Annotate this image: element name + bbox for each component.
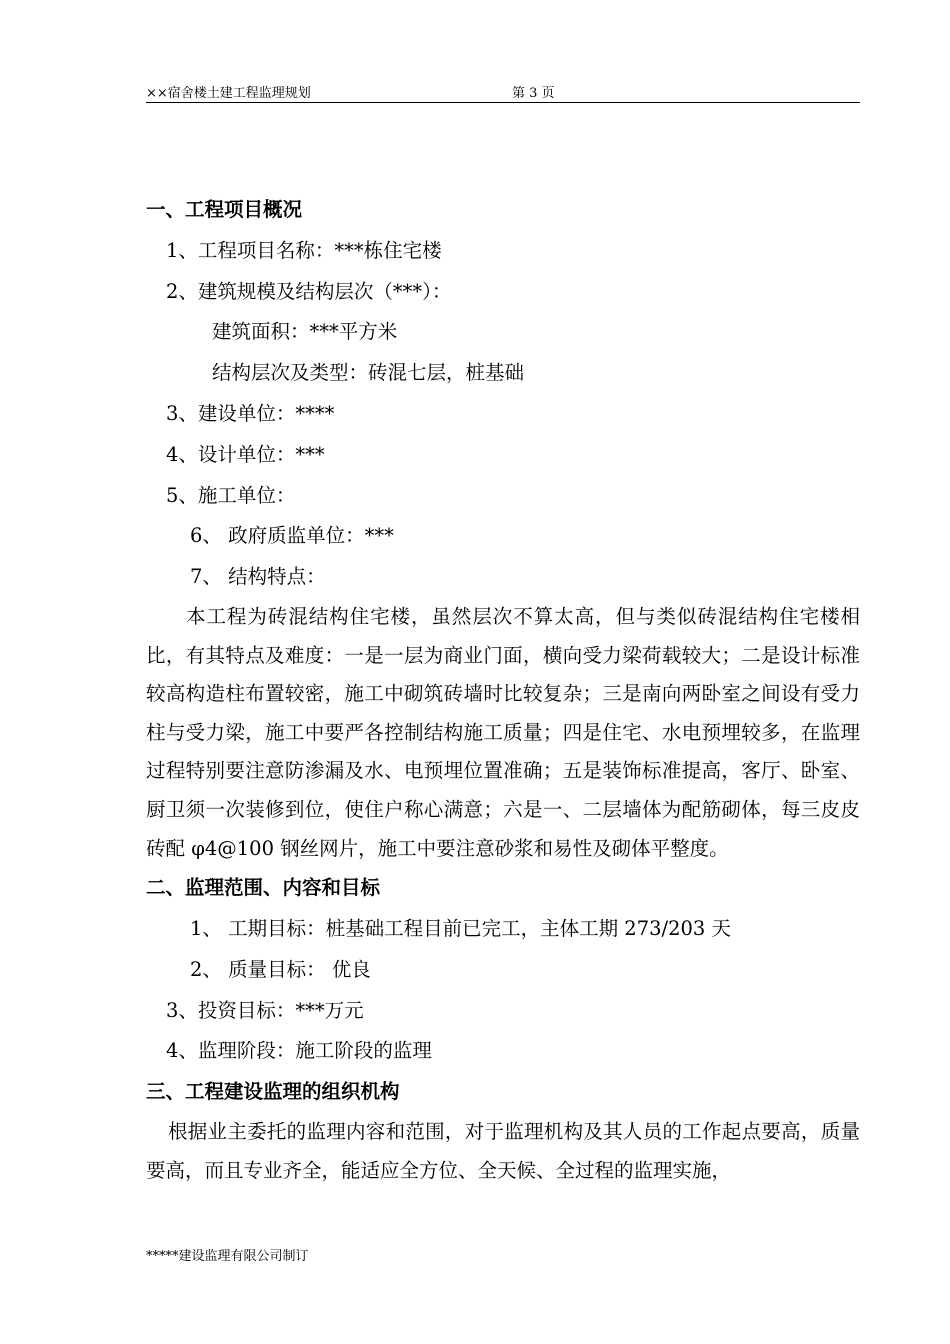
design-unit-item: 4、设计单位：*** bbox=[166, 442, 325, 466]
project-name-item: 1、工程项目名称：***栋住宅楼 bbox=[166, 238, 442, 262]
investment-target-item: 3、投资目标：***万元 bbox=[166, 998, 364, 1022]
section-1-heading: 一、工程项目概况 bbox=[146, 198, 303, 221]
organization-paragraph: 根据业主委托的监理内容和范围，对于监理机构及其人员的工作起点要高，质量要高，而且专业齐全，能适应全方位、全天候、全过程的监理实施， bbox=[146, 1119, 860, 1182]
page-footer: *****建设监理有限公司制订 bbox=[146, 1249, 309, 1264]
owner-unit-item: 3、建设单位：**** bbox=[166, 401, 335, 425]
section-2-heading: 二、监理范围、内容和目标 bbox=[146, 876, 381, 900]
quality-target-item: 2、 质量目标： 优良 bbox=[190, 957, 371, 981]
structure-features-item: 7、 结构特点： bbox=[190, 565, 326, 589]
schedule-target-item: 1、 工期目标：桩基础工程目前已完工，主体工期 273/203 天 bbox=[190, 916, 732, 940]
header-doc-title: ××宿舍楼土建工程监理规划 bbox=[146, 86, 311, 101]
scale-structure-item: 2、建筑规模及结构层次（***）： bbox=[166, 279, 452, 303]
page-header bbox=[146, 80, 860, 103]
document-body bbox=[146, 190, 860, 1190]
section-3-heading: 三、工程建设监理的组织机构 bbox=[146, 1080, 400, 1104]
header-page-number: 第 3 页 bbox=[512, 86, 555, 101]
structure-features-paragraph: 本工程为砖混结构住宅楼，虽然层次不算太高，但与类似砖混结构住宅楼相比，有其特点及难度：一是一层为商业门面，横向受力梁荷载较大；二是设计标准较高构造柱布置较密，施工中砌筑砖墙时比较复杂；三是南向两卧室之间设有受力柱与受力梁，施工中要严各控制结构施工质量；四是住宅、水电预埋较多，在监理过程特别要注意防渗漏及水、电预埋位置准确；五是装饰标准提高，客厅、卧室、厨卫须一次装修到位，使住户称心满意；六是一、二层墙体为配筋砌体，每三皮皮砖配 φ4@100 钢丝网片，施工中要注意砂浆和易性及砌体平整度。 bbox=[146, 604, 860, 860]
structure-type-item: 结构层次及类型：砖混七层，桩基础 bbox=[212, 361, 525, 385]
quality-supervision-item: 6、 政府质监单位：*** bbox=[190, 524, 394, 548]
building-area-item: 建筑面积：***平方米 bbox=[212, 320, 398, 344]
construction-unit-item: 5、施工单位： bbox=[166, 483, 296, 507]
supervision-stage-item: 4、监理阶段：施工阶段的监理 bbox=[166, 1039, 432, 1063]
